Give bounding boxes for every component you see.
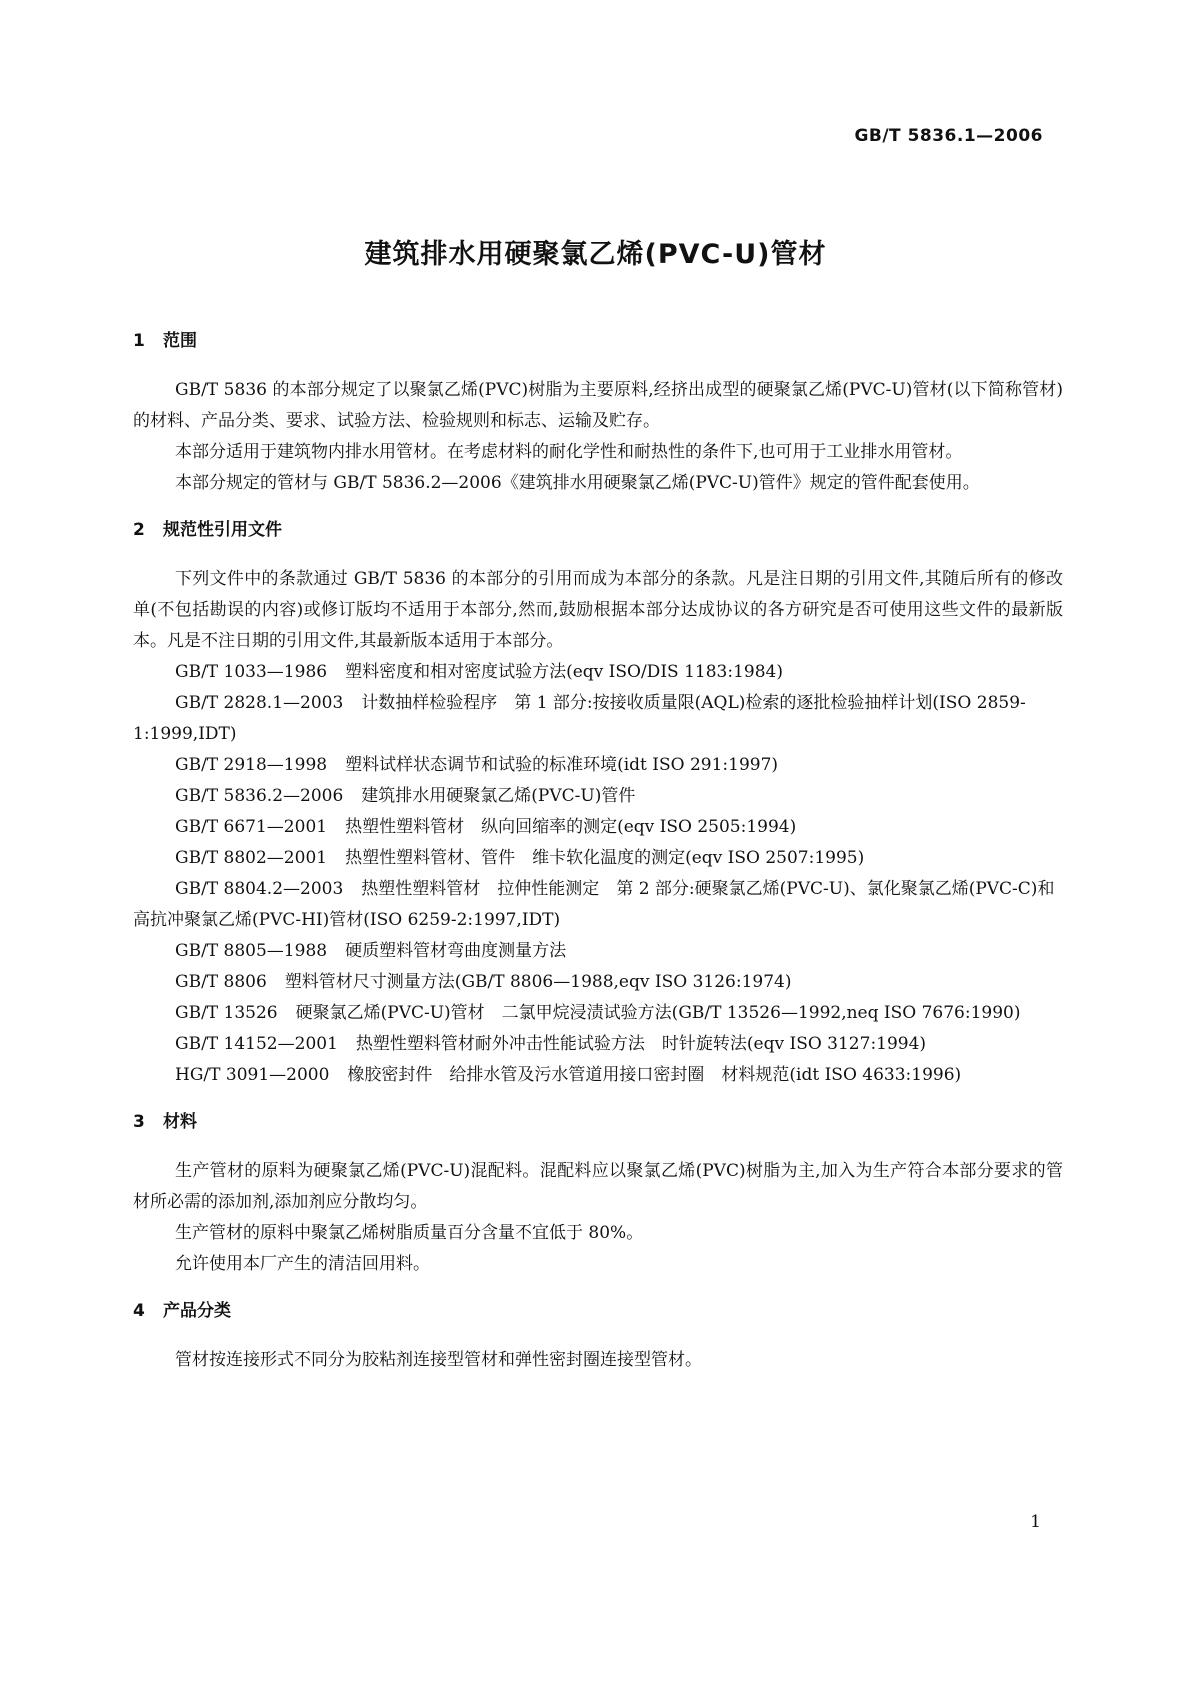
page-number: 1 — [1030, 1512, 1041, 1532]
reference-code: GB/T 2918—1998 — [175, 755, 328, 775]
reference-name: 热塑性塑料管材耐外冲击性能试验方法 时针旋转法(eqv ISO 3127:1994) — [355, 1034, 927, 1054]
section-title: 范围 — [163, 331, 197, 351]
reference-item — [133, 1029, 1063, 1060]
reference-code: GB/T 13526 — [175, 1003, 278, 1023]
reference-item — [133, 936, 1063, 967]
section-title: 规范性引用文件 — [163, 520, 282, 540]
reference-name: 热塑性塑料管材、管件 维卡软化温度的测定(eqv ISO 2507:1995) — [345, 848, 865, 868]
reference-item — [133, 657, 1063, 688]
reference-code: GB/T 8804.2—2003 — [175, 879, 344, 899]
reference-code: HG/T 3091—2000 — [175, 1065, 330, 1085]
section-number: 4 — [133, 1301, 145, 1321]
reference-code: GB/T 5836.2—2006 — [175, 786, 344, 806]
reference-item — [133, 812, 1063, 843]
section-number: 1 — [133, 331, 145, 351]
reference-item — [133, 998, 1063, 1029]
section-body-scope — [133, 375, 1063, 499]
section-body-materials — [133, 1156, 1063, 1280]
reference-item — [133, 1060, 1063, 1091]
section-title: 产品分类 — [163, 1301, 231, 1321]
section-number: 3 — [133, 1112, 145, 1132]
paragraph: 下列文件中的条款通过 GB/T 5836 的本部分的引用而成为本部分的条款。凡是注日期的引用文件,其随后所有的修改单(不包括勘误的内容)或修订版均不适用于本部分,然而,鼓励根据本部分达成协议的各方研究是否可使用这些文件的最新版本。凡是不注日期的引用文件,其最新版本适用于本部分。 — [133, 569, 1063, 651]
paragraph: 本部分规定的管材与 GB/T 5836.2—2006《建筑排水用硬聚氯乙烯(PVC-U)管件》规定的管件配套使用。 — [175, 473, 980, 493]
reference-name: 硬聚氯乙烯(PVC-U)管材 二氯甲烷浸渍试验方法(GB/T 13526—1992,neq ISO 7676:1990) — [295, 1003, 1021, 1023]
reference-name: 塑料试样状态调节和试验的标准环境(idt ISO 291:1997) — [345, 755, 779, 775]
reference-item — [133, 781, 1063, 812]
section-heading-product-classification — [133, 1296, 1063, 1327]
reference-name: 硬质塑料管材弯曲度测量方法 — [345, 941, 567, 961]
section-body-normative-references — [133, 564, 1063, 1091]
standard-code: GB/T 5836.1—2006 — [854, 126, 1043, 146]
reference-code: GB/T 14152—2001 — [175, 1034, 338, 1054]
section-number: 2 — [133, 520, 145, 540]
section-heading-normative-references — [133, 515, 1063, 546]
reference-code: GB/T 6671—2001 — [175, 817, 328, 837]
reference-item — [133, 874, 1063, 936]
reference-code: GB/T 8806 — [175, 972, 267, 992]
reference-name: 橡胶密封件 给排水管及污水管道用接口密封圈 材料规范(idt ISO 4633:1996) — [347, 1065, 962, 1085]
reference-name: 热塑性塑料管材 拉伸性能测定 第 2 部分:硬聚氯乙烯(PVC-U)、氯化聚氯乙烯(PVC-C)和高抗冲聚氯乙烯(PVC-HI)管材(ISO 6259-2:1997,IDT) — [133, 879, 1055, 930]
reference-name: 热塑性塑料管材 纵向回缩率的测定(eqv ISO 2505:1994) — [345, 817, 797, 837]
reference-name: 塑料密度和相对密度试验方法(eqv ISO/DIS 1183:1984) — [345, 662, 783, 682]
document-body — [133, 326, 1063, 1392]
reference-item — [133, 688, 1063, 750]
paragraph: 生产管材的原料中聚氯乙烯树脂质量百分含量不宜低于 80%。 — [175, 1223, 644, 1243]
section-heading-scope — [133, 326, 1063, 357]
reference-code: GB/T 1033—1986 — [175, 662, 328, 682]
reference-name: 塑料管材尺寸测量方法(GB/T 8806—1988,eqv ISO 3126:1974) — [284, 972, 792, 992]
paragraph: 管材按连接形式不同分为胶粘剂连接型管材和弹性密封圈连接型管材。 — [175, 1350, 702, 1370]
reference-code: GB/T 8802—2001 — [175, 848, 328, 868]
reference-name: 建筑排水用硬聚氯乙烯(PVC-U)管件 — [361, 786, 636, 806]
section-heading-materials — [133, 1107, 1063, 1138]
section-body-product-classification — [133, 1345, 1063, 1376]
reference-item — [133, 750, 1063, 781]
reference-name: 计数抽样检验程序 第 1 部分:按接收质量限(AQL)检索的逐批检验抽样计划(ISO 2859-1:1999,IDT) — [133, 693, 1026, 744]
reference-item — [133, 967, 1063, 998]
reference-code: GB/T 8805—1988 — [175, 941, 328, 961]
paragraph: GB/T 5836 的本部分规定了以聚氯乙烯(PVC)树脂为主要原料,经挤出成型的硬聚氯乙烯(PVC-U)管材(以下简称管材)的材料、产品分类、要求、试验方法、检验规则和标志、运输及贮存。 — [133, 380, 1063, 431]
reference-item — [133, 843, 1063, 874]
paragraph: 生产管材的原料为硬聚氯乙烯(PVC-U)混配料。混配料应以聚氯乙烯(PVC)树脂为主,加入为生产符合本部分要求的管材所必需的添加剂,添加剂应分散均匀。 — [133, 1161, 1063, 1212]
paragraph: 本部分适用于建筑物内排水用管材。在考虑材料的耐化学性和耐热性的条件下,也可用于工业排水用管材。 — [175, 442, 963, 462]
section-title: 材料 — [163, 1112, 197, 1132]
document-title: 建筑排水用硬聚氯乙烯(PVC-U)管材 — [364, 239, 827, 270]
paragraph: 允许使用本厂产生的清洁回用料。 — [175, 1254, 430, 1274]
reference-code: GB/T 2828.1—2003 — [175, 693, 344, 713]
